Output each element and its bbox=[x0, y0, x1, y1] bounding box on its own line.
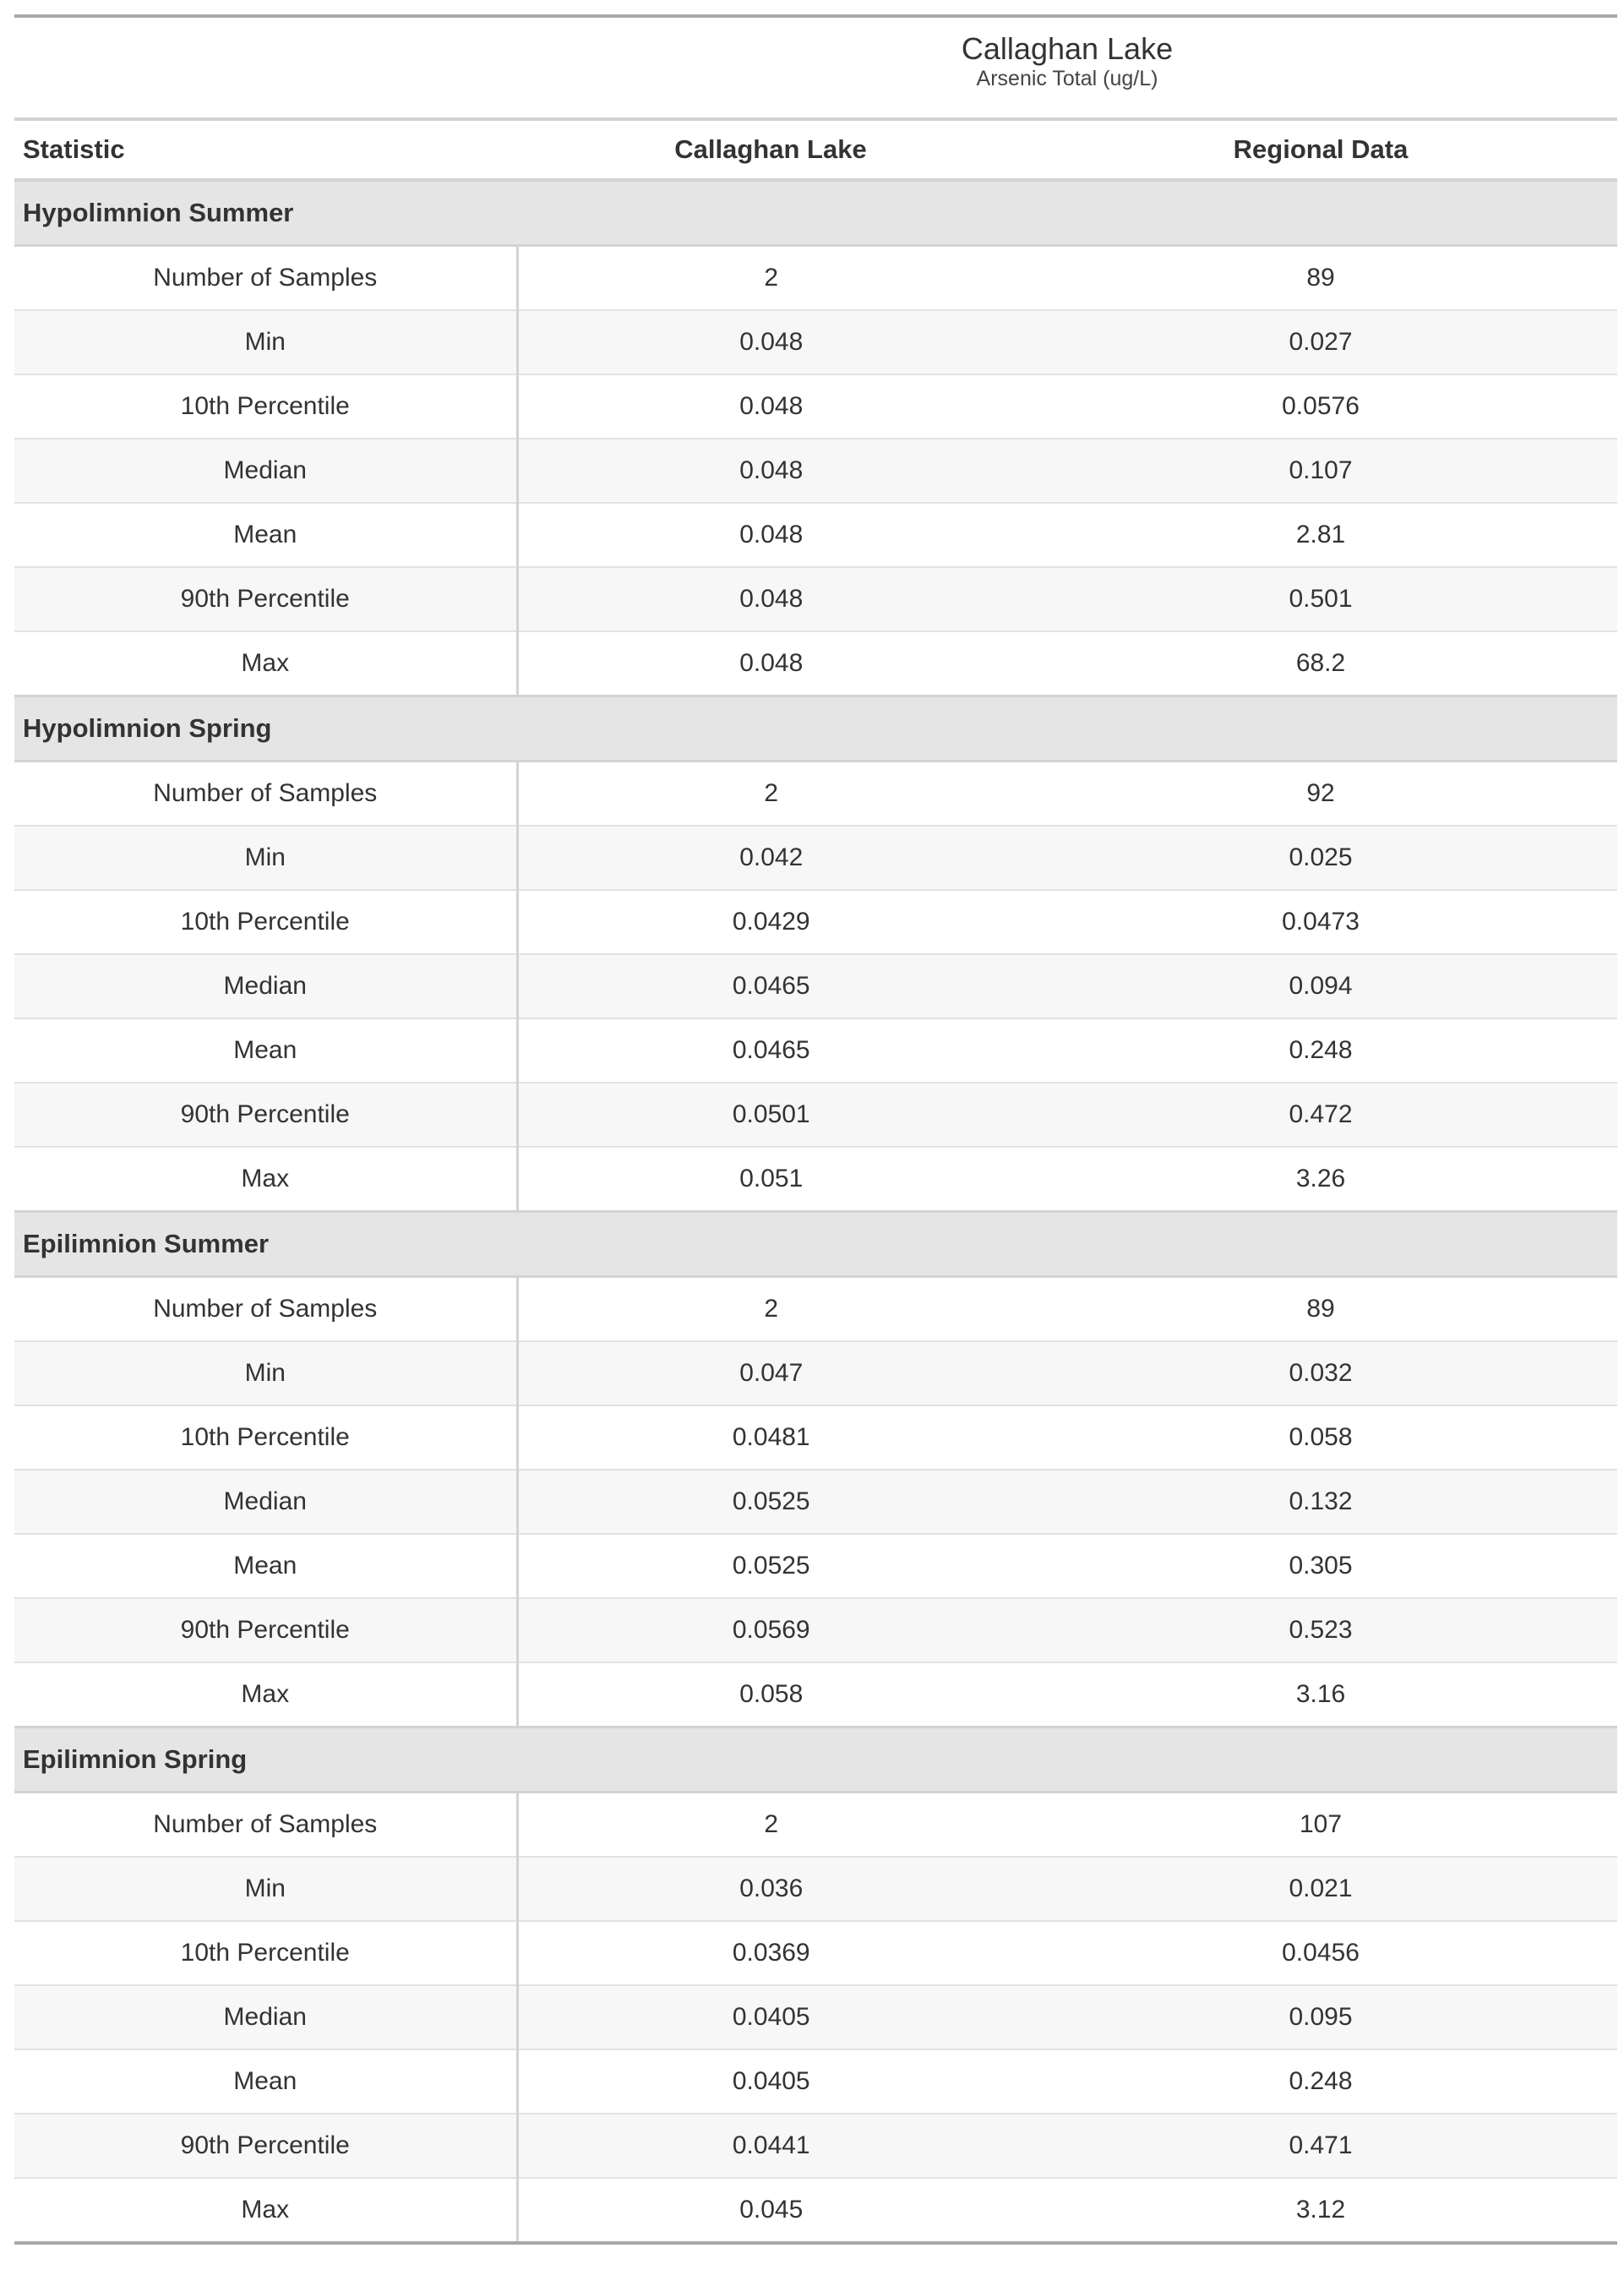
regional-value-cell: 107 bbox=[1024, 1793, 1617, 1858]
statistic-cell: Number of Samples bbox=[14, 1793, 517, 1858]
lake-value-cell: 0.0481 bbox=[517, 1405, 1024, 1470]
lake-value-cell: 0.048 bbox=[517, 503, 1024, 567]
lake-value-cell: 0.058 bbox=[517, 1662, 1024, 1727]
group-header-row bbox=[14, 696, 1617, 761]
statistic-cell: Number of Samples bbox=[14, 761, 517, 827]
table-row bbox=[14, 246, 1617, 311]
statistic-cell: Number of Samples bbox=[14, 246, 517, 311]
table-row bbox=[14, 1793, 1617, 1858]
statistic-cell: 90th Percentile bbox=[14, 2114, 517, 2178]
statistic-cell: Max bbox=[14, 1147, 517, 1212]
table-row bbox=[14, 310, 1617, 374]
statistic-cell: Mean bbox=[14, 1018, 517, 1083]
regional-value-cell: 0.248 bbox=[1024, 2049, 1617, 2114]
group-label: Epilimnion Summer bbox=[14, 1212, 1617, 1277]
column-header-lake: Callaghan Lake bbox=[517, 119, 1024, 180]
table-row bbox=[14, 826, 1617, 890]
table-title: Callaghan Lake bbox=[961, 31, 1174, 66]
lake-value-cell: 0.0501 bbox=[517, 1083, 1024, 1147]
regional-value-cell: 0.032 bbox=[1024, 1341, 1617, 1405]
statistic-cell: Mean bbox=[14, 503, 517, 567]
lake-value-cell: 0.0441 bbox=[517, 2114, 1024, 2178]
table-row bbox=[14, 631, 1617, 696]
table-body bbox=[14, 180, 1617, 2243]
regional-value-cell: 0.248 bbox=[1024, 1018, 1617, 1083]
statistic-cell: 10th Percentile bbox=[14, 890, 517, 954]
regional-value-cell: 0.305 bbox=[1024, 1534, 1617, 1598]
lake-value-cell: 0.0465 bbox=[517, 954, 1024, 1018]
regional-value-cell: 0.0576 bbox=[1024, 374, 1617, 439]
table-row bbox=[14, 890, 1617, 954]
table-row bbox=[14, 2049, 1617, 2114]
lake-value-cell: 0.0405 bbox=[517, 2049, 1024, 2114]
column-header-statistic: Statistic bbox=[14, 119, 517, 180]
table-row bbox=[14, 1405, 1617, 1470]
regional-value-cell: 3.16 bbox=[1024, 1662, 1617, 1727]
statistic-cell: Median bbox=[14, 1985, 517, 2049]
table-row bbox=[14, 1470, 1617, 1534]
table-row bbox=[14, 1534, 1617, 1598]
table-row bbox=[14, 1662, 1617, 1727]
table-row bbox=[14, 2178, 1617, 2243]
regional-value-cell: 0.058 bbox=[1024, 1405, 1617, 1470]
statistic-cell: Max bbox=[14, 631, 517, 696]
regional-value-cell: 0.021 bbox=[1024, 1857, 1617, 1921]
lake-value-cell: 0.048 bbox=[517, 567, 1024, 631]
table-row bbox=[14, 1341, 1617, 1405]
lake-value-cell: 0.0569 bbox=[517, 1598, 1024, 1662]
statistic-cell: Max bbox=[14, 1662, 517, 1727]
lake-value-cell: 0.0429 bbox=[517, 890, 1024, 954]
group-header-row bbox=[14, 180, 1617, 246]
statistic-cell: Max bbox=[14, 2178, 517, 2243]
statistics-table bbox=[14, 14, 1617, 2245]
table-row bbox=[14, 1921, 1617, 1985]
statistic-cell: 10th Percentile bbox=[14, 1921, 517, 1985]
statistic-cell: Min bbox=[14, 1857, 517, 1921]
lake-value-cell: 0.048 bbox=[517, 310, 1024, 374]
table-row bbox=[14, 1598, 1617, 1662]
statistic-cell: 90th Percentile bbox=[14, 1598, 517, 1662]
table-subtitle: Arsenic Total (ug/L) bbox=[517, 67, 1617, 119]
group-header-row bbox=[14, 1212, 1617, 1277]
regional-value-cell: 3.12 bbox=[1024, 2178, 1617, 2243]
statistic-cell: Mean bbox=[14, 2049, 517, 2114]
lake-value-cell: 0.0525 bbox=[517, 1470, 1024, 1534]
table-row bbox=[14, 503, 1617, 567]
regional-value-cell: 0.094 bbox=[1024, 954, 1617, 1018]
regional-value-cell: 92 bbox=[1024, 761, 1617, 827]
statistic-cell: Min bbox=[14, 826, 517, 890]
table-header bbox=[14, 16, 1617, 180]
lake-value-cell: 0.048 bbox=[517, 374, 1024, 439]
regional-value-cell: 3.26 bbox=[1024, 1147, 1617, 1212]
regional-value-cell: 0.095 bbox=[1024, 1985, 1617, 2049]
table-row bbox=[14, 1083, 1617, 1147]
table-row bbox=[14, 954, 1617, 1018]
regional-value-cell: 0.472 bbox=[1024, 1083, 1617, 1147]
lake-value-cell: 2 bbox=[517, 246, 1024, 311]
lake-value-cell: 0.0465 bbox=[517, 1018, 1024, 1083]
table-row bbox=[14, 567, 1617, 631]
column-header-regional: Regional Data bbox=[1024, 119, 1617, 180]
lake-value-cell: 2 bbox=[517, 761, 1024, 827]
regional-value-cell: 0.501 bbox=[1024, 567, 1617, 631]
table-row bbox=[14, 1277, 1617, 1342]
lake-value-cell: 0.036 bbox=[517, 1857, 1024, 1921]
regional-value-cell: 0.132 bbox=[1024, 1470, 1617, 1534]
table-row bbox=[14, 761, 1617, 827]
lake-value-cell: 0.0405 bbox=[517, 1985, 1024, 2049]
statistic-cell: 90th Percentile bbox=[14, 567, 517, 631]
group-label: Epilimnion Spring bbox=[14, 1727, 1617, 1793]
lake-value-cell: 0.048 bbox=[517, 439, 1024, 503]
statistic-cell: Min bbox=[14, 310, 517, 374]
statistic-cell: Min bbox=[14, 1341, 517, 1405]
lake-value-cell: 2 bbox=[517, 1277, 1024, 1342]
statistic-cell: 90th Percentile bbox=[14, 1083, 517, 1147]
statistic-cell: 10th Percentile bbox=[14, 374, 517, 439]
table-row bbox=[14, 2114, 1617, 2178]
lake-value-cell: 0.047 bbox=[517, 1341, 1024, 1405]
regional-value-cell: 89 bbox=[1024, 246, 1617, 311]
column-header-row bbox=[14, 119, 1617, 180]
lake-value-cell: 0.051 bbox=[517, 1147, 1024, 1212]
statistic-cell: Mean bbox=[14, 1534, 517, 1598]
subtitle-row bbox=[14, 67, 1617, 119]
regional-value-cell: 0.027 bbox=[1024, 310, 1617, 374]
regional-value-cell: 0.107 bbox=[1024, 439, 1617, 503]
statistic-cell: Median bbox=[14, 439, 517, 503]
table-row bbox=[14, 374, 1617, 439]
group-label: Hypolimnion Summer bbox=[14, 180, 1617, 246]
group-label: Hypolimnion Spring bbox=[14, 696, 1617, 761]
table-row bbox=[14, 439, 1617, 503]
lake-value-cell: 0.042 bbox=[517, 826, 1024, 890]
statistic-cell: Median bbox=[14, 954, 517, 1018]
regional-value-cell: 0.0456 bbox=[1024, 1921, 1617, 1985]
statistics-table-container bbox=[14, 14, 1617, 2245]
regional-value-cell: 0.0473 bbox=[1024, 890, 1617, 954]
regional-value-cell: 0.025 bbox=[1024, 826, 1617, 890]
table-row bbox=[14, 1985, 1617, 2049]
regional-value-cell: 68.2 bbox=[1024, 631, 1617, 696]
table-row bbox=[14, 1147, 1617, 1212]
lake-value-cell: 0.045 bbox=[517, 2178, 1024, 2243]
statistic-cell: Number of Samples bbox=[14, 1277, 517, 1342]
statistic-cell: 10th Percentile bbox=[14, 1405, 517, 1470]
regional-value-cell: 0.523 bbox=[1024, 1598, 1617, 1662]
lake-value-cell: 0.048 bbox=[517, 631, 1024, 696]
table-row bbox=[14, 1018, 1617, 1083]
lake-value-cell: 0.0525 bbox=[517, 1534, 1024, 1598]
regional-value-cell: 89 bbox=[1024, 1277, 1617, 1342]
group-header-row bbox=[14, 1727, 1617, 1793]
lake-value-cell: 2 bbox=[517, 1793, 1024, 1858]
regional-value-cell: 2.81 bbox=[1024, 503, 1617, 567]
title-row bbox=[14, 16, 1617, 67]
statistic-cell: Median bbox=[14, 1470, 517, 1534]
regional-value-cell: 0.471 bbox=[1024, 2114, 1617, 2178]
table-row bbox=[14, 1857, 1617, 1921]
lake-value-cell: 0.0369 bbox=[517, 1921, 1024, 1985]
